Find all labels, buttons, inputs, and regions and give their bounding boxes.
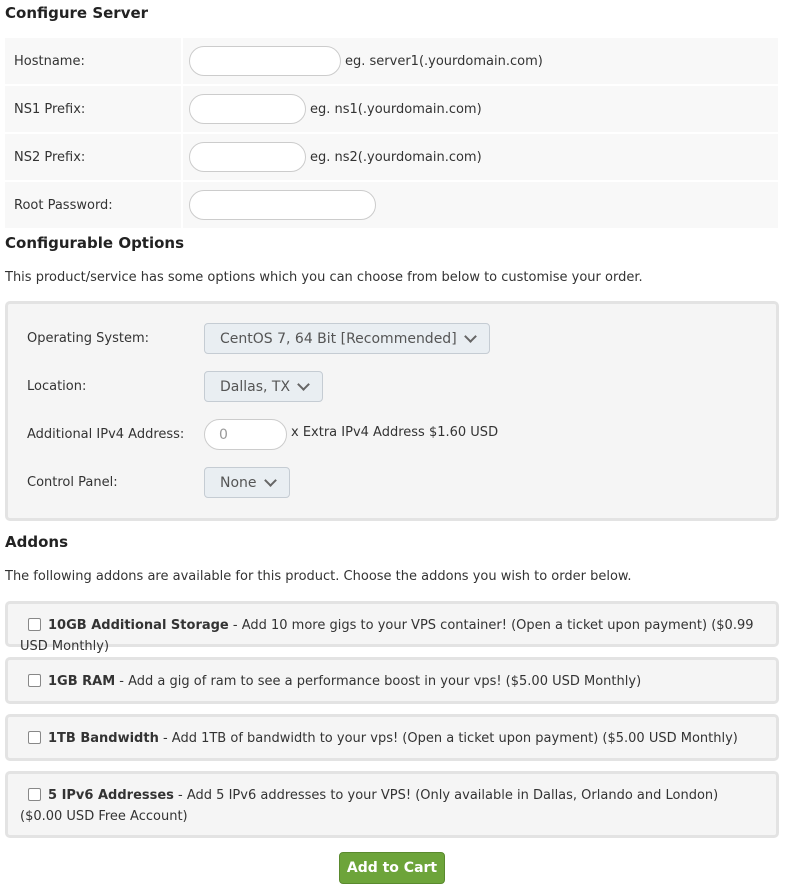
ns2-label: NS2 Prefix: — [5, 134, 181, 180]
location-select[interactable] — [204, 371, 323, 402]
chevron-down-icon — [264, 474, 277, 487]
addon-name: 1GB RAM — [48, 674, 116, 689]
addon-item-storage[interactable] — [5, 601, 779, 654]
addon-description: - Add 10 more gigs to your VPS container! (Open a ticket upon payment) ($0.99 USD Monthly) — [20, 618, 754, 654]
addon-description: - Add 1TB of bandwidth to your vps! (Open a ticket upon payment) ($5.00 USD Monthly) — [158, 731, 738, 746]
addon-checkbox[interactable] — [28, 788, 41, 801]
addons-intro: The following addons are available for this product. Choose the addons you wish to order below. — [5, 569, 632, 584]
addon-name: 5 IPv6 Addresses — [48, 788, 174, 803]
operating-system-label: Operating System: — [27, 331, 149, 346]
control-panel-select[interactable] — [204, 467, 290, 498]
hostname-input[interactable] — [189, 46, 341, 76]
addon-name: 1TB Bandwidth — [48, 731, 159, 746]
table-row — [5, 180, 778, 228]
root-password-label: Root Password: — [5, 182, 181, 228]
control-panel-row — [27, 467, 290, 498]
addon-item-ram[interactable] — [5, 657, 779, 704]
ns2-prefix-input[interactable] — [189, 142, 306, 172]
addon-checkbox[interactable] — [28, 618, 41, 631]
ns1-label: NS1 Prefix: — [5, 86, 181, 132]
add-to-cart-button[interactable]: Add to Cart — [339, 852, 445, 884]
chevron-down-icon — [297, 378, 310, 391]
addons-heading: Addons — [5, 533, 68, 551]
hostname-hint: eg. server1(.yourdomain.com) — [345, 53, 543, 69]
ipv4-label: Additional IPv4 Address: — [27, 427, 185, 442]
root-password-cell — [183, 182, 778, 228]
ns1-cell — [183, 86, 778, 132]
addon-item-ipv6[interactable] — [5, 771, 779, 838]
location-label: Location: — [27, 379, 87, 394]
ipv4-row — [27, 419, 498, 450]
ipv4-price-text: x Extra IPv4 Address $1.60 USD — [291, 425, 499, 440]
hostname-cell — [183, 38, 778, 84]
ns2-hint: eg. ns2(.yourdomain.com) — [310, 149, 482, 165]
addon-checkbox[interactable] — [28, 674, 41, 687]
configure-server-heading: Configure Server — [5, 4, 149, 22]
root-password-input[interactable] — [189, 190, 376, 220]
server-config-table — [5, 38, 778, 228]
addon-item-bandwidth[interactable] — [5, 714, 779, 761]
hostname-label: Hostname: — [5, 38, 181, 84]
configurable-options-panel — [5, 301, 779, 521]
ipv4-placeholder: 0 — [219, 426, 228, 443]
ipv4-quantity-input[interactable] — [204, 419, 287, 450]
ns1-hint: eg. ns1(.yourdomain.com) — [310, 101, 482, 117]
ns1-prefix-input[interactable] — [189, 94, 306, 124]
chevron-down-icon — [464, 330, 477, 343]
location-row — [27, 371, 323, 402]
configurable-options-intro: This product/service has some options which you can choose from below to customise your order. — [5, 270, 643, 285]
operating-system-row — [27, 323, 490, 354]
table-row — [5, 38, 778, 84]
control-panel-value: None — [220, 474, 257, 491]
location-value: Dallas, TX — [220, 378, 291, 395]
addon-description: - Add 5 IPv6 addresses to your VPS! (Only available in Dallas, Orlando and London) ($0.00 USD Free Account) — [20, 788, 719, 824]
table-row — [5, 84, 778, 132]
operating-system-select[interactable] — [204, 323, 490, 354]
control-panel-label: Control Panel: — [27, 475, 118, 490]
table-row — [5, 132, 778, 180]
addon-checkbox[interactable] — [28, 731, 41, 744]
operating-system-value: CentOS 7, 64 Bit [Recommended] — [220, 330, 457, 347]
addon-description: - Add a gig of ram to see a performance boost in your vps! ($5.00 USD Monthly) — [115, 674, 642, 689]
addon-name: 10GB Additional Storage — [48, 618, 229, 633]
configurable-options-heading: Configurable Options — [5, 234, 185, 252]
ns2-cell — [183, 134, 778, 180]
